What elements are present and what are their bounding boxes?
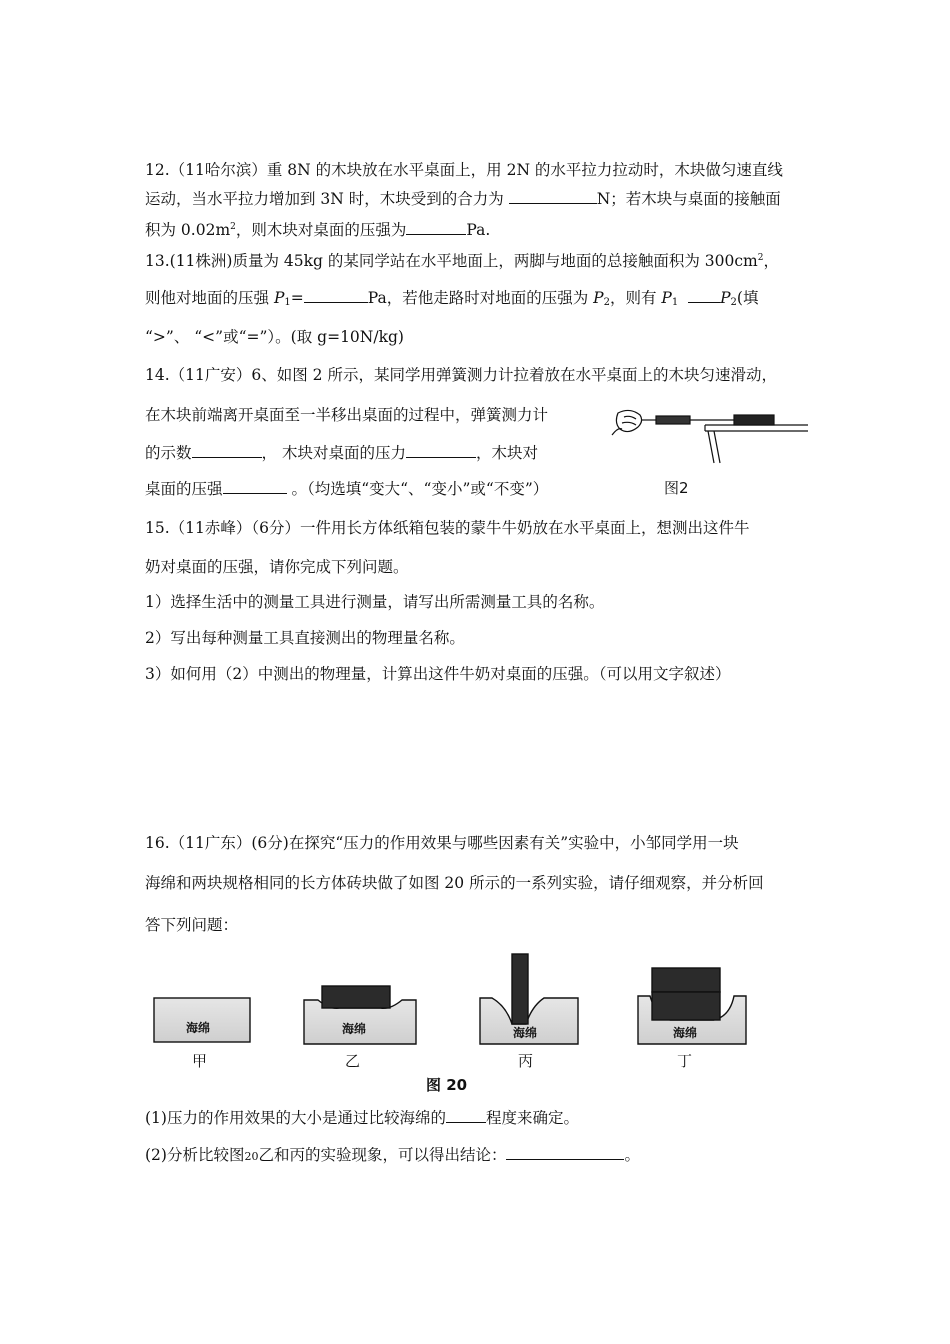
q16-sub2-fig: 20 (244, 1150, 259, 1163)
q13-line2-text-a: 则他对地面的压强 (145, 289, 274, 307)
q13-p1-repeat: P (661, 289, 672, 307)
q16-sub1-text-a: (1)压力的作用效果的大小是通过比较海绵的 (145, 1109, 446, 1127)
panel-label-jia: 甲 (192, 1052, 208, 1070)
q13-line1 (145, 248, 779, 271)
q12-line2 (145, 189, 781, 209)
q15-item3: 3）如何用（2）中测出的物理量，计算出这件牛奶对桌面的压强。（可以用文字叙述） (145, 665, 731, 683)
q13-line2-text-b: = (290, 289, 304, 307)
q13-answer-blank-2[interactable] (688, 288, 720, 303)
q13-line2-text-d: ，则有 (609, 289, 662, 307)
q13-line1-text-a: 13.(11株洲)质量为 45kg 的某同学站在水平地面上，两脚与地面的总接触面积为 300cm (145, 252, 758, 270)
q12-line1: 12.（11哈尔滨）重 8N 的木块放在水平桌面上，用 2N 的水平拉力拉动时，木块做匀速直线 (145, 161, 783, 179)
sponge-label-jia: 海绵 (186, 1021, 211, 1035)
q14-line3-text-b: ， 木块对桌面的压力 (261, 444, 406, 462)
q12-answer-blank-1[interactable] (509, 189, 597, 204)
q16-line1: 16.（11广东）(6分)在探究“压力的作用效果与哪些因素有关”实验中，小邹同学用一块 (145, 834, 739, 852)
q16-sub2-text-a: (2)分析比较图 (145, 1146, 245, 1164)
q12-answer-blank-2[interactable] (406, 220, 466, 235)
q16-sub2-text-c: 。 (624, 1146, 640, 1164)
q13-p1-repeat-sub: 1 (671, 297, 679, 308)
q12-superscript: 2 (230, 222, 236, 232)
q13-line2 (145, 288, 758, 313)
figure-2-caption: 图2 (664, 479, 689, 497)
sponge-experiment-figure (140, 950, 760, 1070)
q12-line3-text-b: ，则木块对桌面的压强为 (235, 221, 407, 239)
q13-superscript: 2 (757, 253, 764, 263)
q12-line3-text-a: 积为 0.02m (145, 221, 231, 239)
q13-line2-text-c: Pa，若他走路时对地面的压强为 (367, 289, 594, 307)
q13-p1-sub: 1 (284, 297, 291, 308)
panel-label-bing: 丙 (518, 1052, 534, 1070)
q15-line1: 15.（11赤峰）（6分）一件用长方体纸箱包装的蒙牛牛奶放在水平桌面上，想测出这件牛 (145, 519, 750, 537)
q13-line3: “>”、 “<”或“=”）。(取 g=10N/kg) (145, 328, 404, 346)
q16-sub2 (145, 1145, 640, 1167)
q16-line2: 海绵和两块规格相同的长方体砖块做了如图 20 所示的一系列实验，请仔细观察，并分析回 (145, 874, 764, 892)
q14-line4-text-a: 桌面的压强 (145, 480, 223, 498)
q13-line1-text-b: ， (763, 252, 780, 270)
spring-scale-figure (610, 405, 810, 465)
q16-sub1 (145, 1108, 579, 1128)
sponge-label-ding: 海绵 (673, 1026, 698, 1040)
q13-answer-blank-1[interactable] (304, 288, 368, 303)
panel-label-ding: 丁 (677, 1052, 693, 1070)
q16-sub1-text-b: 程度来确定。 (485, 1109, 579, 1127)
q13-p2: P (593, 289, 604, 307)
q14-line3 (145, 443, 538, 463)
q14-answer-blank-3[interactable] (223, 479, 287, 494)
q16-sub2-text-b: 乙和丙的实验现象，可以得出结论： (258, 1146, 507, 1164)
q12-line2-text-a: 运动，当水平拉力增加到 3N 时，木块受到的合力为 (145, 190, 504, 208)
q15-line2: 奶对桌面的压强，请你完成下列问题。 (145, 558, 409, 576)
q16-answer-blank-2[interactable] (506, 1145, 624, 1160)
q15-item1: 1）选择生活中的测量工具进行测量，请写出所需测量工具的名称。 (145, 593, 605, 611)
sponge-label-yi: 海绵 (342, 1022, 367, 1036)
q12-line2-text-b: N；若木块与桌面的接触面 (596, 190, 781, 208)
panel-label-yi: 乙 (345, 1052, 361, 1070)
q13-line2-text-e: (填 (736, 289, 759, 307)
q14-line3-text-c: ，木块对 (475, 444, 538, 462)
q14-line2: 在木块前端离开桌面至一半移出桌面的过程中，弹簧测力计 (145, 406, 549, 424)
q15-item2: 2）写出每种测量工具直接测出的物理量名称。 (145, 629, 465, 647)
q13-p2-repeat: P (720, 289, 731, 307)
q14-line4-text-b: 。（均选填“变大“、“变小”或“不变”） (286, 480, 549, 498)
q16-line3: 答下列问题： (145, 916, 239, 934)
q14-answer-blank-2[interactable] (406, 443, 476, 458)
q13-p2-repeat-sub: 2 (730, 297, 737, 308)
sponge-label-bing: 海绵 (513, 1026, 538, 1040)
q12-line3-text-c: Pa. (466, 221, 491, 239)
q13-p2-sub: 2 (603, 297, 610, 308)
q12-line3 (145, 217, 490, 240)
q14-line1: 14.（11广安）6、如图 2 所示，某同学用弹簧测力计拉着放在水平桌面上的木块匀速滑动， (145, 366, 777, 384)
q14-answer-blank-1[interactable] (192, 443, 262, 458)
q16-answer-blank-1[interactable] (446, 1108, 486, 1123)
q13-p1: P (273, 289, 285, 307)
q14-line3-text-a: 的示数 (145, 444, 192, 462)
figure-20-caption: 图 20 (426, 1076, 468, 1094)
q14-line4 (145, 479, 548, 499)
